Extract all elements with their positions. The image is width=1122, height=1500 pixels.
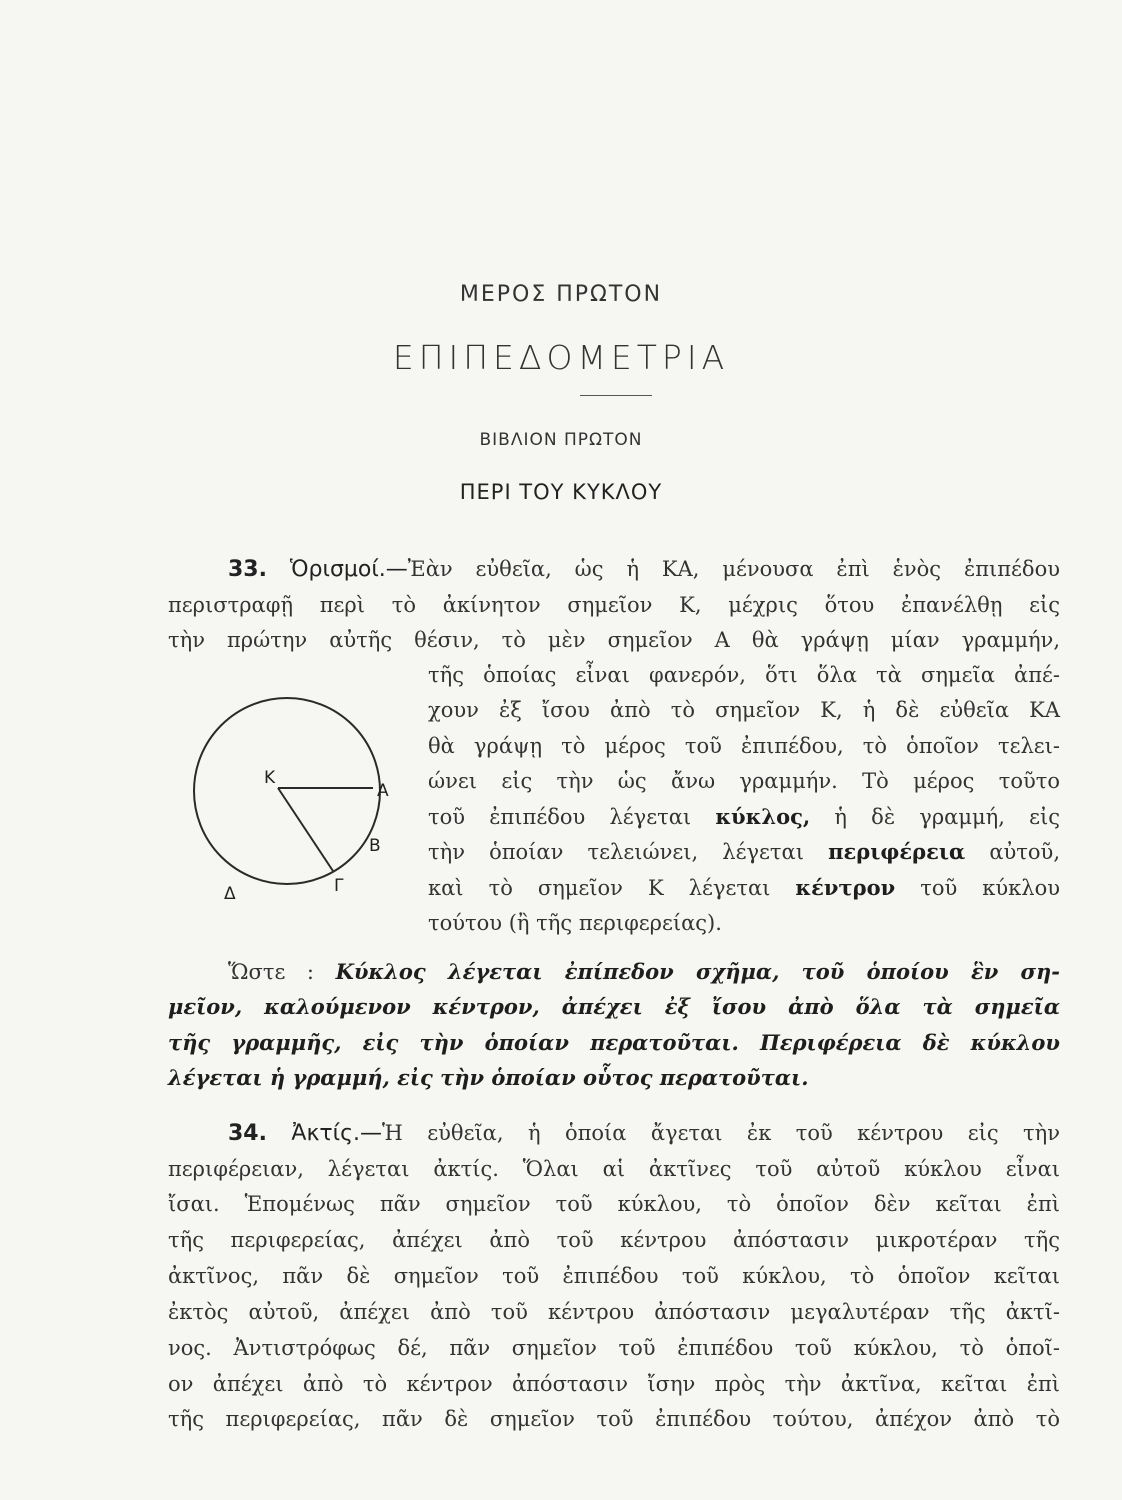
label-B: Β bbox=[369, 836, 381, 856]
section-33-line-10 bbox=[428, 871, 1060, 905]
section-33-line-5: χουν ἐξ ἴσου ἀπὸ τὸ σημεῖον Κ, ἡ δὲ εὐθεῖα ΚΑ bbox=[428, 698, 1060, 722]
section-33-line-1 bbox=[228, 552, 1060, 587]
section-34-line-5: ἀκτῖνος, πᾶν δὲ σημεῖον τοῦ ἐπιπέδου τοῦ κύκλου, τὸ ὁποῖον κεῖται bbox=[168, 1264, 1060, 1288]
term-kentron: κέντρον bbox=[795, 875, 896, 900]
section-34-line-4: τῆς περιφερείας, ἀπέχει ἀπὸ τοῦ κέντρου ἀπόστασιν μικροτέραν τῆς bbox=[168, 1228, 1060, 1252]
text-span: τὴν ὁποίαν τελειώνει, λέγεται bbox=[428, 840, 804, 864]
section-33-line-9 bbox=[428, 835, 1060, 869]
label-K: Κ bbox=[264, 768, 276, 788]
part-title: ΜΕΡΟΣ ΠΡΩΤΟΝ bbox=[459, 282, 663, 307]
section-34-line-3: ἴσαι. Ἑπομένως πᾶν σημεῖον τοῦ κύκλου, τὸ ὁποῖον δὲν κεῖται ἐπὶ bbox=[168, 1192, 1060, 1216]
text-span: καὶ τὸ σημεῖον Κ λέγεται bbox=[428, 876, 771, 900]
section-34-heading: Ἀκτίς.— bbox=[291, 1121, 383, 1146]
section-34-line-9: τῆς περιφερείας, πᾶν δὲ σημεῖον τοῦ ἐπιπέδου τούτου, ἀπέχον ἀπὸ τὸ bbox=[168, 1407, 1060, 1431]
main-title: ΕΠΙΠΕΔΟΜΕΤΡΙΑ bbox=[392, 338, 730, 377]
label-D: Δ bbox=[224, 884, 236, 904]
definition-line-1 bbox=[228, 955, 1060, 989]
section-33-text: Ἐὰν εὐθεῖα, ὡς ἡ ΚΑ, μένουσα ἐπὶ ἑνὸς ἐπιπέδου bbox=[407, 557, 1060, 581]
definition-text: Κύκλος λέγεται ἐπίπεδον σχῆμα, τοῦ ὁποίου ἓν ση- bbox=[335, 959, 1060, 984]
section-33-line-7: ώνει εἰς τὴν ὡς ἄνω γραμμήν. Τὸ μέρος τοῦτο bbox=[428, 769, 1060, 793]
section-34-line-1 bbox=[228, 1116, 1060, 1151]
circle-circumference bbox=[194, 698, 380, 884]
text-span: αὐτοῦ, bbox=[989, 840, 1060, 864]
section-34-line-6: ἐκτὸς αὐτοῦ, ἀπέχει ἀπὸ τοῦ κέντρου ἀπόστασιν μεγαλυτέραν τῆς ἀκτῖ- bbox=[168, 1300, 1060, 1324]
circle-figure bbox=[180, 688, 410, 908]
section-33-number: 33. bbox=[228, 557, 267, 582]
section-34-text: Ἡ εὐθεῖα, ἡ ὁποία ἄγεται ἐκ τοῦ κέντρου εἰς τὴν bbox=[382, 1121, 1060, 1145]
section-33-line-8 bbox=[428, 800, 1060, 834]
section-34-number: 34. bbox=[228, 1121, 267, 1146]
label-G: Γ bbox=[334, 876, 344, 896]
text-span: ἡ δὲ γραμμή, εἰς bbox=[834, 805, 1060, 829]
definition-line-3: τῆς γραμμῆς, εἰς τὴν ὁποίαν περατοῦται. Περιφέρεια δὲ κύκλου bbox=[168, 1030, 1060, 1055]
label-A: Α bbox=[377, 781, 389, 801]
section-33-heading: Ὁρισμοί.— bbox=[289, 557, 408, 582]
definition-lead: Ὥστε : bbox=[228, 960, 314, 984]
title-divider bbox=[580, 395, 652, 396]
section-33-line-3: τὴν πρώτην αὐτῆς θέσιν, τὸ μὲν σημεῖον Α θὰ γράψῃ μίαν γραμμήν, bbox=[168, 628, 1060, 652]
section-34-line-8: ον ἀπέχει ἀπὸ τὸ κέντρον ἀπόστασιν ἴσην πρὸς τὴν ἀκτῖνα, κεῖται ἐπὶ bbox=[168, 1372, 1060, 1396]
section-33-line-4: τῆς ὁποίας εἶναι φανερόν, ὅτι ὅλα τὰ σημεῖα ἀπέ- bbox=[428, 663, 1060, 687]
section-34-line-2: περιφέρειαν, λέγεται ἀκτίς. Ὅλαι αἱ ἀκτῖνες τοῦ αὐτοῦ κύκλου εἶναι bbox=[168, 1157, 1060, 1181]
text-span: τοῦ ἐπιπέδου λέγεται bbox=[428, 805, 692, 829]
term-kyklos: κύκλος, bbox=[715, 804, 811, 829]
book-title: ΒΙΒΛΙΟΝ ΠΡΩΤΟΝ bbox=[479, 430, 643, 450]
definition-line-4: λέγεται ἡ γραμμή, εἰς τὴν ὁποίαν οὗτος περατοῦται. bbox=[168, 1065, 809, 1090]
text-span: τοῦ κύκλου bbox=[920, 876, 1060, 900]
term-perifereia: περιφέρεια bbox=[828, 839, 966, 864]
radius-KG bbox=[278, 788, 333, 871]
section-33-line-11: τούτου (ἢ τῆς περιφερείας). bbox=[428, 911, 722, 935]
chapter-title: ΠΕΡΙ ΤΟΥ ΚΥΚΛΟΥ bbox=[459, 480, 663, 504]
section-33-line-2: περιστραφῇ περὶ τὸ ἀκίνητον σημεῖον Κ, μέχρις ὅτου ἐπανέλθῃ εἰς bbox=[168, 593, 1060, 617]
section-33-line-6: θὰ γράψῃ τὸ μέρος τοῦ ἐπιπέδου, τὸ ὁποῖον τελει- bbox=[428, 734, 1060, 758]
definition-line-2: μεῖον, καλούμενον κέντρον, ἀπέχει ἐξ ἴσου ἀπὸ ὅλα τὰ σημεῖα bbox=[168, 994, 1060, 1019]
section-34-line-7: νος. Ἀντιστρόφως δέ, πᾶν σημεῖον τοῦ ἐπιπέδου τοῦ κύκλου, τὸ ὁποῖ- bbox=[168, 1336, 1060, 1360]
